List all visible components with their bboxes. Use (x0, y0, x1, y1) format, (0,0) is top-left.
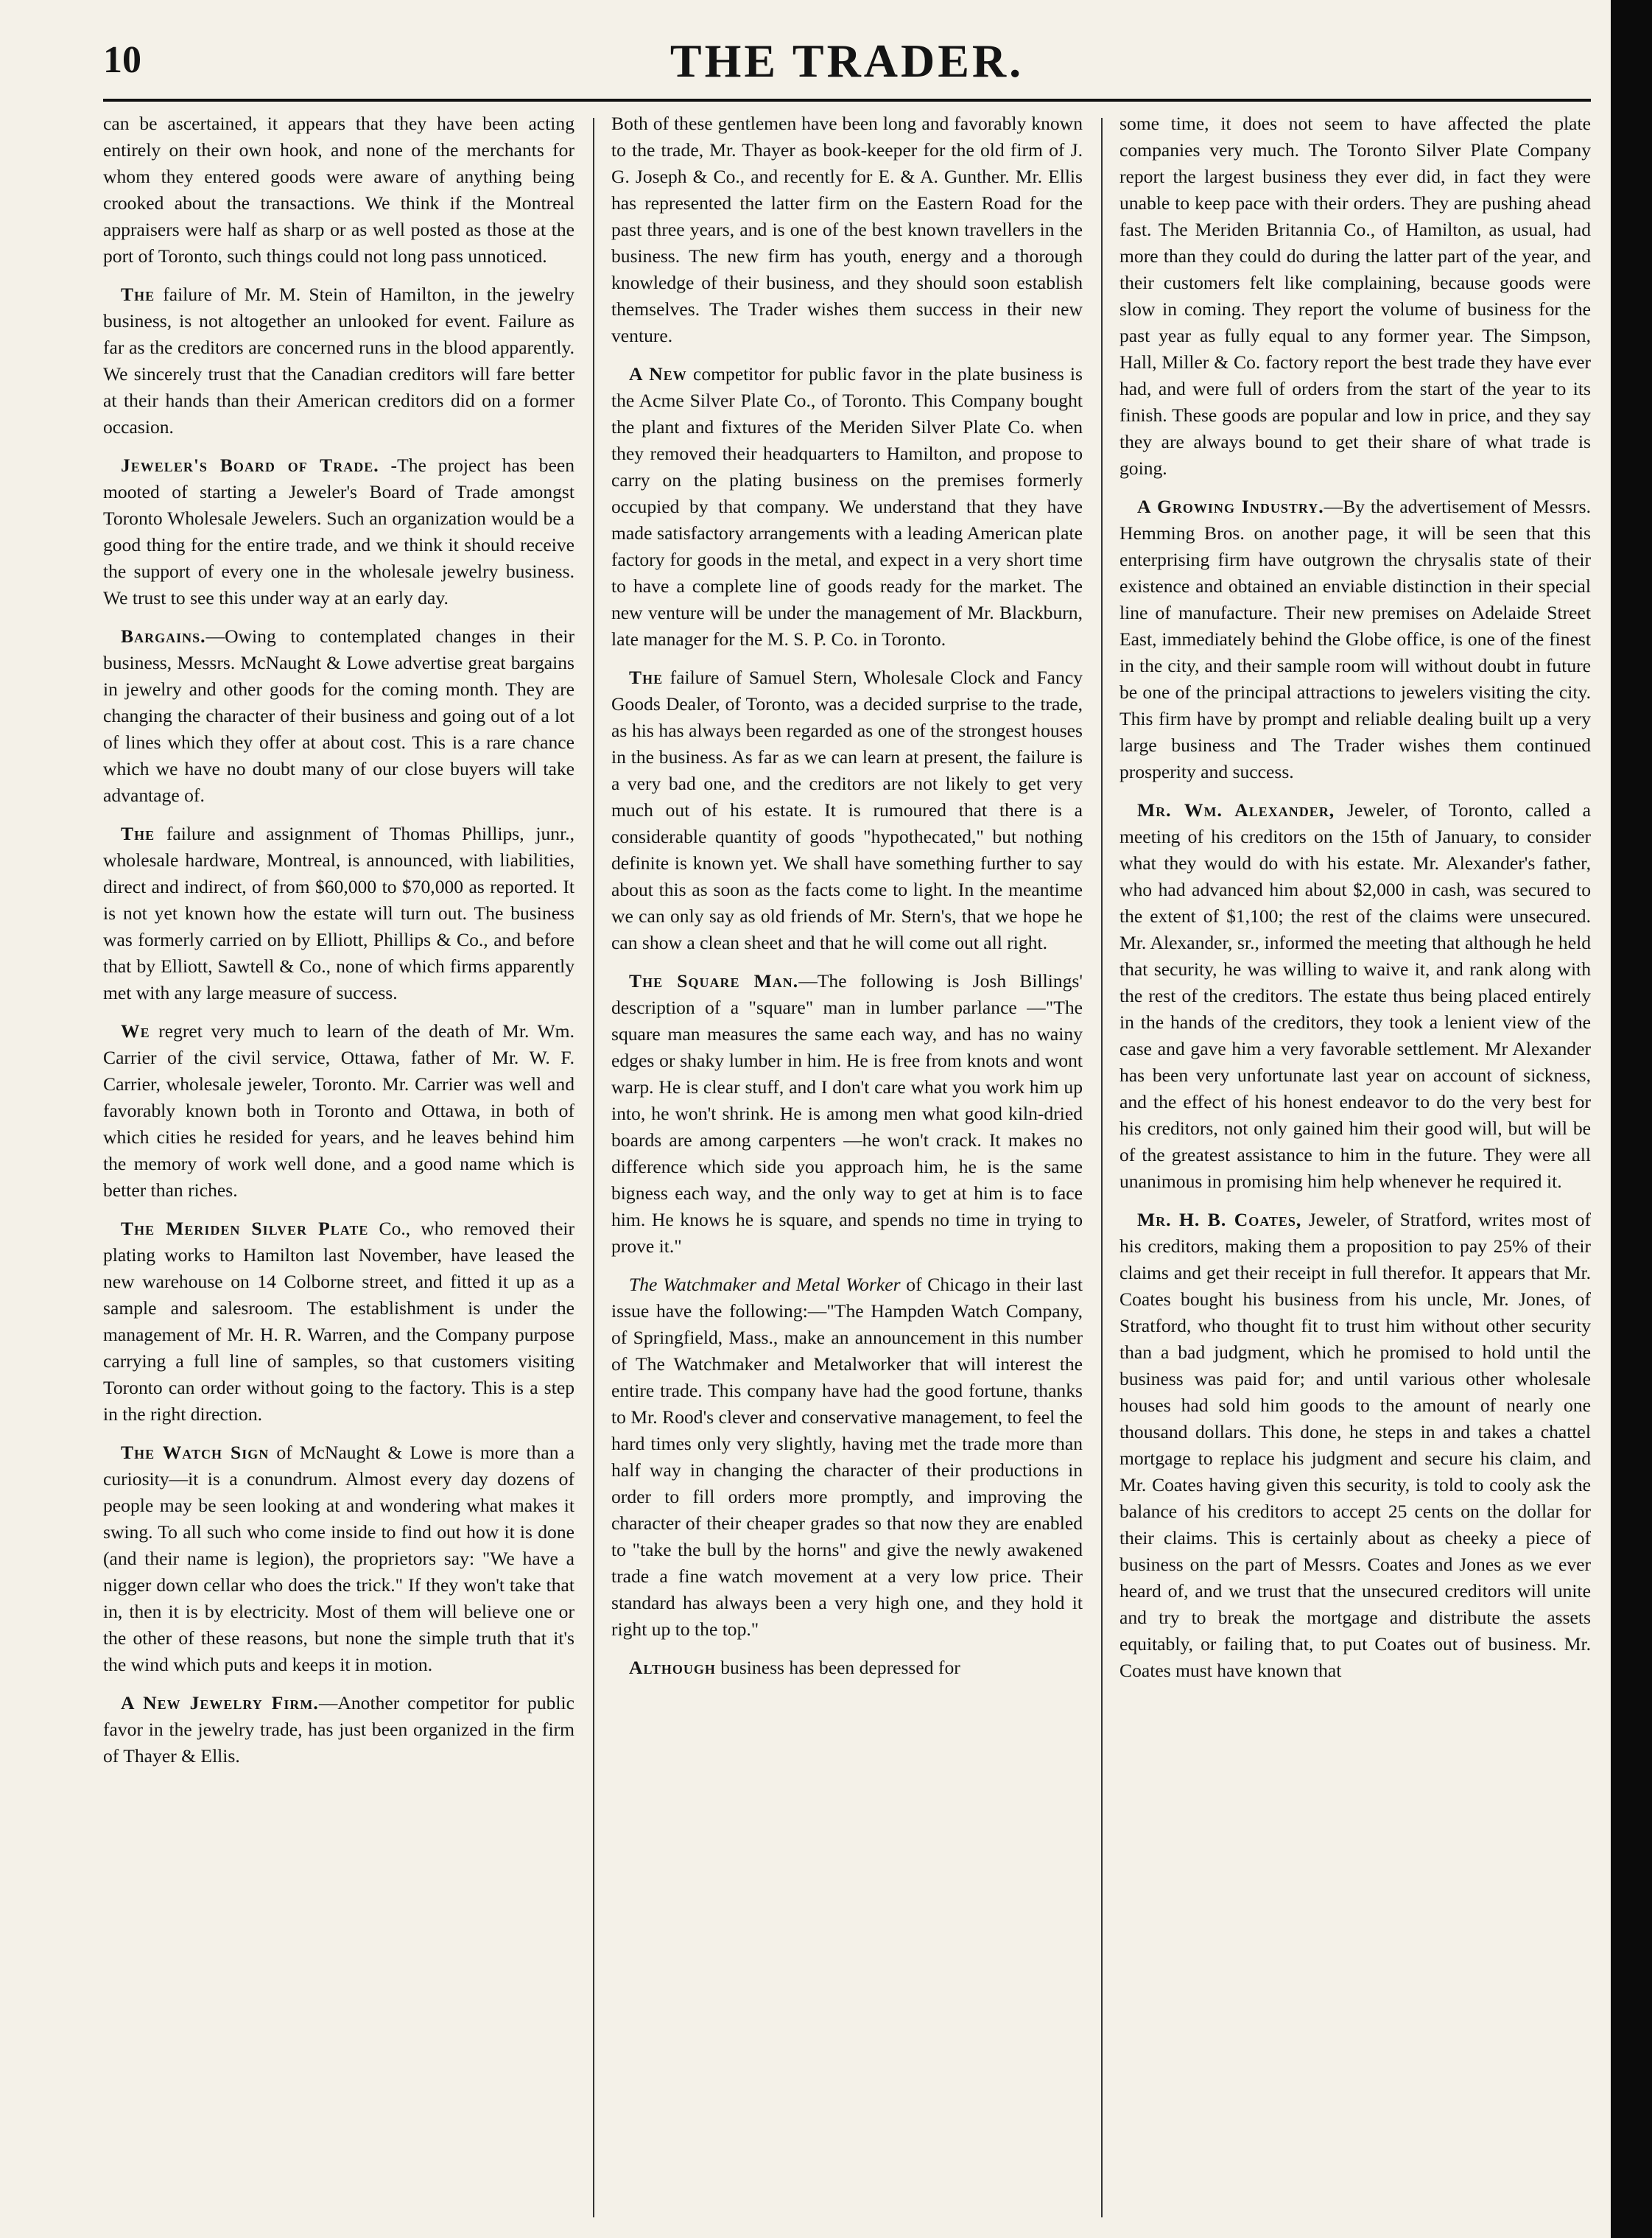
article-paragraph (611, 664, 1083, 956)
article-paragraph (611, 111, 1083, 349)
paragraph-text: Jeweler, of Stratford, writes most of his creditors, making them a proposition to pay 25% of their claims and get their receipt in full therefor. It appears that Mr. Coates bought his business from his uncle, Mr. Jones, of Stratford, who thought fit to trust him without other security than a bad judgment, which he promised to hold until the business was paid for; and until various other wholesale houses had sold him goods to the amount of nearly one thousand dollars. This done, he steps in and takes a chattel mortgage to replace his judgment and secure his claim, and Mr. Coates having given this security, is told to cooly ask the balance of his creditors to accept 25 cents on the dollar for their claims. This is certainly about as cheeky a piece of business on the part of Messrs. Coates and Jones as we ever heard of, and we trust that the unsecured creditors will unite and try to break the mortgage and distribute the assets equitably, or failing that, to put Coates out of business. Mr. Coates must have known that (1120, 1209, 1591, 1681)
paragraph-text: —Owing to contemplated changes in their business, Messrs. McNaught & Lowe advertise great bargains in jewelry and other goods for the coming month. They are changing the character of their business and going out of a lot of lines which they offer at about cost. This is a rare chance which we have no doubt many of our close buyers will take advantage of. (103, 625, 574, 806)
article-paragraph (103, 1439, 574, 1678)
article-columns (103, 111, 1591, 2225)
paragraph-text: —By the advertisement of Messrs. Hemming Bros. on another page, it will be seen that this enterprising firm have outgrown the chrysalis state of their existence and obtained an enviable distinction in their special line of manufacture. Their new premises on Adelaide Street East, immediately behind the Globe office, is one of the finest in the city, and their sample room will without doubt in future be one of the principal attractions to jewelers visiting the city. This firm have by prompt and reliable dealing built up a very large business and The Trader wishes them continued prosperity and success. (1120, 496, 1591, 782)
paragraph-text: competitor for public favor in the plate business is the Acme Silver Plate Co., of Toronto. This Company bought the plant and fixtures of the Meriden Silver Plate Co. when they removed their headquarters to Hamilton, and propose to carry on the plating business on the premises formerly occupied by that company. We understand that they have made satisfactory arrangements with a leading American plate factory for goods in the metal, and expect in a very short time to have a complete line of goods ready for the market. The new venture will be under the management of Mr. Blackburn, late manager for the M. S. P. Co. in Toronto. (611, 363, 1083, 650)
article-paragraph (103, 111, 574, 270)
article-paragraph (103, 1018, 574, 1204)
paragraph-lead-in: The Watch Sign (121, 1442, 270, 1463)
article-paragraph (103, 1216, 574, 1428)
paragraph-lead-in: The (121, 823, 155, 844)
article-paragraph (611, 1271, 1083, 1643)
article-paragraph (1120, 494, 1591, 785)
page-number: 10 (103, 39, 141, 81)
paragraph-text: failure of Mr. M. Stein of Hamilton, in the jewelry business, is not altogether an unlooked for event. Failure as far as the creditors are concerned runs in the blood apparently. We sincerely trust that the Canadian creditors will fare better at their hands than their American creditors did on a former occasion. (103, 284, 574, 438)
column-divider (1101, 118, 1103, 2217)
column-divider (593, 118, 594, 2217)
column-2 (611, 111, 1083, 2225)
header-rule (103, 99, 1591, 102)
publication-title: The Watchmaker and Metal Worker (629, 1274, 901, 1295)
masthead-title: THE TRADER. (669, 35, 1024, 87)
paragraph-lead-in: A Growing Industry. (1137, 496, 1324, 517)
paragraph-text: business has been depressed for (715, 1657, 960, 1678)
article-paragraph (1120, 1207, 1591, 1684)
page-header (103, 29, 1591, 96)
paragraph-lead-in: A New (629, 363, 687, 385)
article-paragraph (103, 821, 574, 1006)
paragraph-lead-in: We (121, 1020, 150, 1042)
paragraph-text: —The following is Josh Billings' description of a "square" man in lumber parlance —"The square man measures the same each way, and has no wainy edges or shaky lumber in him. He is free from knots and wont warp. He is clear stuff, and I don't care what you work him up into, he won't shrink. He is among men what good kiln-dried boards are among carpenters —he won't crack. It makes no difference which side you approach him, he is the same bigness each way, and the only way to get at him is to face him. He knows he is square, and spends no time in trying to prove it." (611, 970, 1083, 1257)
paragraph-text: Co., who removed their plating works to Hamilton last November, have leased the new warehouse on 14 Colborne street, and fitted it up as a sample and salesroom. The establishment is under the management of Mr. H. R. Warren, and the Company purpose carrying a full line of samples, so that customers visiting Toronto can order without going to the factory. This is a step in the right direction. (103, 1218, 574, 1425)
paragraph-text: —Another competitor for public favor in the jewelry trade, has just been organized in the firm of Thayer & Ellis. (103, 1692, 574, 1767)
paragraph-text: Jeweler, of Toronto, called a meeting of his creditors on the 15th of January, to consider what they would do with his estate. Mr. Alexander's father, who had advanced him about $2,000 in cash, was secured to the extent of $1,100; the rest of the claims were unsecured. Mr. Alexander, sr., informed the meeting that although he held that security, he was willing to waive it, and rank along with the rest of the creditors. The estate thus being placed entirely in the hands of the creditors, they took a lenient view of the case and gave him a very favorable settlement. Mr Alexander has been very unfortunate last year on account of sickness, and the effect of his honest endeavor to do the very best for his creditors, not only gained him their good will, but will be of the greatest assistance to him in the future. They were all unanimous in promising him help whenever he required it. (1120, 799, 1591, 1192)
article-paragraph (1120, 797, 1591, 1195)
paragraph-lead-in: The (629, 667, 664, 688)
paragraph-text: can be ascertained, it appears that they have been acting entirely on their own hook, and none of the merchants for whom they entered goods were aware of anything being crooked about the transactions. We think if the Montreal appraisers were half as sharp or as well posted as those at the port of Toronto, such things could not long pass unnoticed. (103, 113, 574, 267)
paragraph-text: of Chicago in their last issue have the following:—"The Hampden Watch Company, of Springfield, Mass., make an announcement in this number of The Watchmaker and Metalworker that will interest the entire trade. This company have had the good fortune, thanks to Mr. Rood's clever and conservative management, to feel the hard times only very slightly, having met the trade more than half way in changing the character of their productions in order to fill orders more promptly, and improving the character of their cheaper grades so that now they are enabled to "take the bull by the horns" and give the newly awakened trade a fine watch movement at a very low price. Their standard has always been a very high one, and they hold it right up to the top." (611, 1274, 1083, 1640)
article-paragraph (103, 1690, 574, 1769)
column-1 (103, 111, 574, 2225)
paragraph-lead-in: Although (629, 1657, 716, 1678)
article-paragraph (103, 281, 574, 441)
paragraph-lead-in: The Meriden Silver Plate (121, 1218, 369, 1239)
paragraph-text: Both of these gentlemen have been long and favorably known to the trade, Mr. Thayer as book-keeper for the old firm of J. G. Joseph & Co., and recently for E. & A. Gunther. Mr. Ellis has represented the latter firm on the Eastern Road for the past three years, and is one of the best known travellers in the business. The new firm has youth, energy and a thorough knowledge of their business, and they should soon establish themselves. The Trader wishes them success in their new venture. (611, 113, 1083, 346)
paragraph-text: failure and assignment of Thomas Phillips, junr., wholesale hardware, Montreal, is announced, with liabilities, direct and indirect, of from $60,000 to $70,000 as reported. It is not yet known how the estate will turn out. The business was formerly carried on by Elliott, Phillips & Co., and before that by Elliott, Sawtell & Co., none of which firms apparently met with any large measure of success. (103, 823, 574, 1003)
paragraph-lead-in: Bargains. (121, 625, 206, 647)
paragraph-text: regret very much to learn of the death of Mr. Wm. Carrier of the civil service, Ottawa, father of Mr. W. F. Carrier, wholesale jeweler, Toronto. Mr. Carrier was well and favorably known both in Toronto and Ottawa, in both of which cities he resided for years, and he leaves behind him the memory of work well done, and a good name which is better than riches. (103, 1020, 574, 1201)
paragraph-text: some time, it does not seem to have affected the plate companies very much. The Toronto Silver Plate Company report the largest business they ever did, in fact they were unable to keep pace with their orders. They are pushing ahead fast. The Meriden Britannia Co., of Hamilton, as usual, had more than they could do during the latter part of the year, and their customers felt like complaining, because goods were slow in coming. They report the volume of business for the past year as fully equal to any former year. The Simpson, Hall, Miller & Co. factory report the best trade they have ever had, and were full of orders from the start of the year to its finish. These goods are popular and low in price, and they say they are always bound to get their share of what trade is going. (1120, 113, 1591, 479)
paragraph-lead-in: Mr. Wm. Alexander, (1137, 799, 1335, 821)
article-paragraph (103, 623, 574, 809)
paragraph-text: -The project has been mooted of starting a Jeweler's Board of Trade amongst Toronto Wholesale Jewelers. Such an organization would be a good thing for the entire trade, and we think it should receive the support of every one in the wholesale jewelry business. We trust to see this under way at an early day. (103, 455, 574, 608)
paragraph-lead-in: Jeweler's Board of Trade. (121, 455, 379, 476)
scan-edge (1611, 0, 1652, 2238)
paragraph-lead-in: The Square Man. (629, 970, 799, 992)
article-paragraph (611, 968, 1083, 1260)
article-paragraph (611, 1655, 1083, 1681)
article-paragraph (611, 361, 1083, 653)
column-3 (1120, 111, 1591, 2225)
article-paragraph (103, 452, 574, 611)
paragraph-lead-in: A New Jewelry Firm. (121, 1692, 319, 1713)
paragraph-lead-in: Mr. H. B. Coates, (1137, 1209, 1302, 1230)
paragraph-lead-in: The (121, 284, 155, 305)
paragraph-text: of McNaught & Lowe is more than a curiosity—it is a conundrum. Almost every day dozens of people may be seen looking at and wondering what makes it swing. To all such who come inside to find out how it is done (and their name is legion), the proprietors say: "We have a nigger down cellar who does the trick." If they won't take that in, then it is by electricity. Most of them will believe one or the other of these reasons, but none the simple truth that it's the wind which puts and keeps it in motion. (103, 1442, 574, 1675)
article-paragraph (1120, 111, 1591, 482)
paragraph-text: failure of Samuel Stern, Wholesale Clock and Fancy Goods Dealer, of Toronto, was a decided surprise to the trade, as his has always been regarded as one of the strongest houses in the business. As far as we can learn at present, the failure is a very bad one, and the creditors are not likely to get very much out of his estate. It is rumoured that there is a considerable quantity of goods "hypothecated," but nothing definite is known yet. We shall have something further to say about this as soon as the facts come to light. In the meantime we can only say as old friends of Mr. Stern's, that we hope he can show a clean sheet and that he will come out all right. (611, 667, 1083, 953)
